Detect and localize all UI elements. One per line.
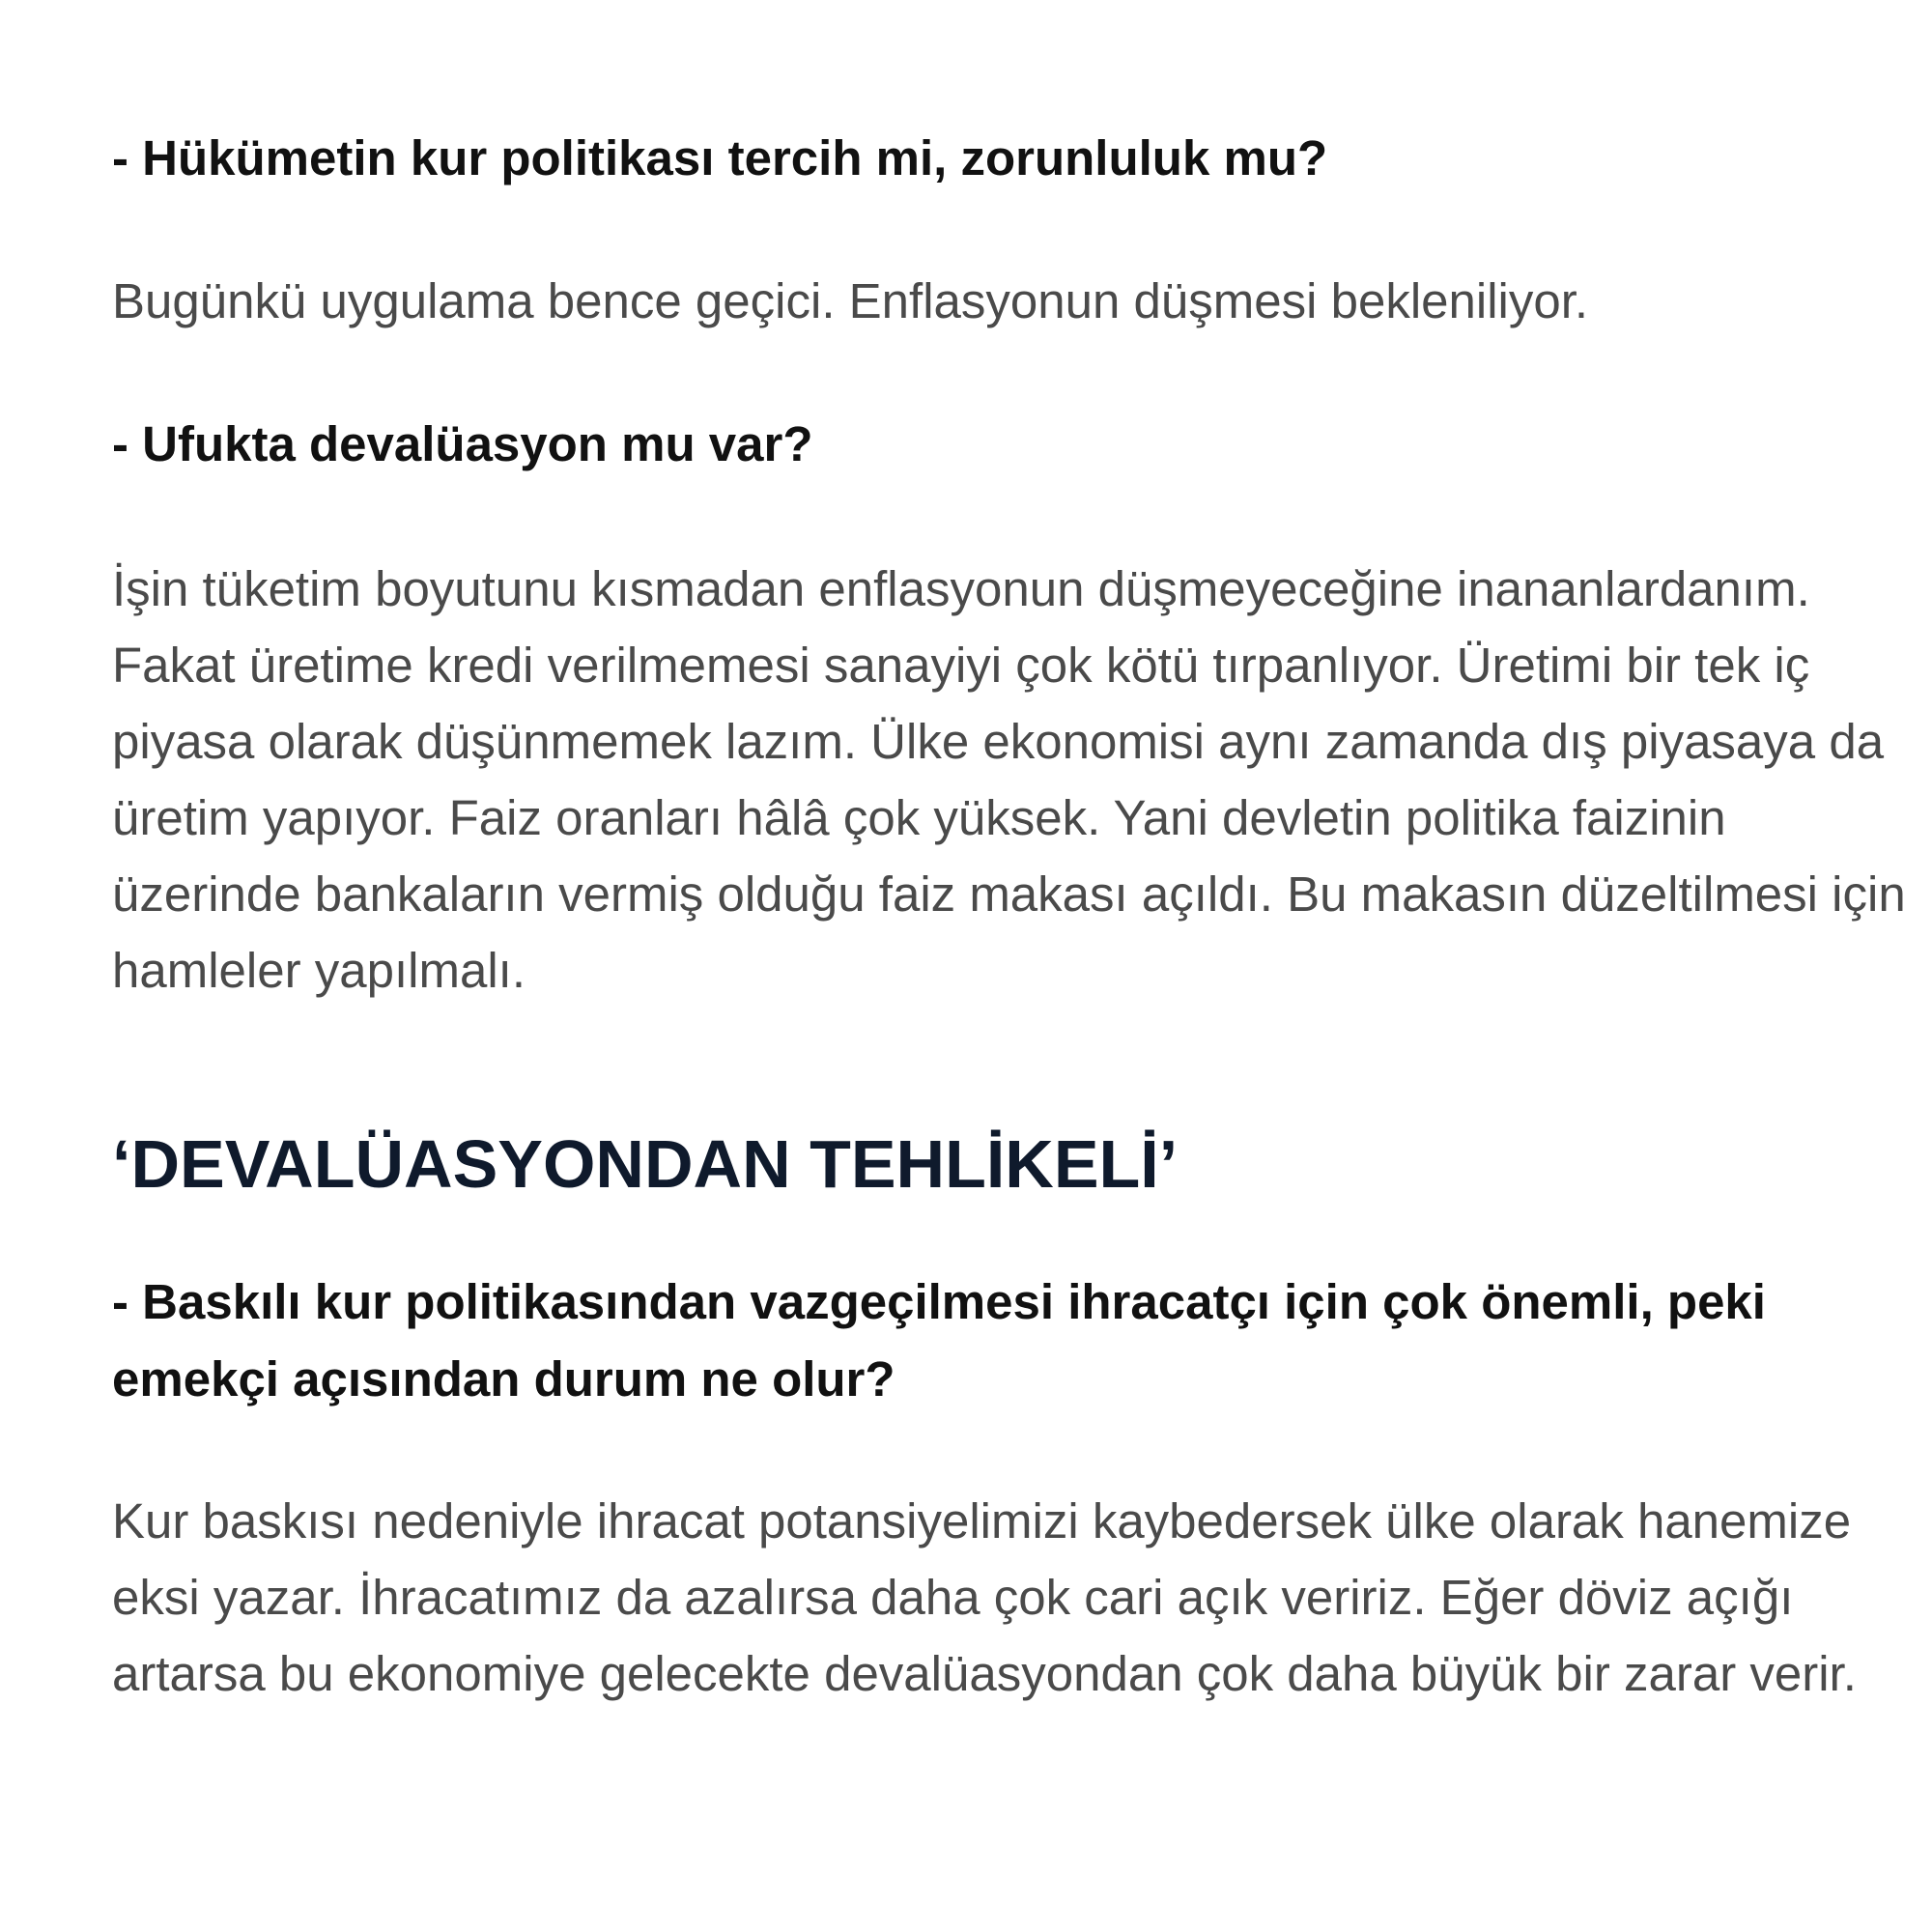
interview-question-3: - Baskılı kur politikasından vazgeçilmesi ihracatçı için çok önemli, peki emekçi açısından durum ne olur? [112, 1274, 1766, 1406]
section-heading: ‘DEVALÜASYONDAN TEHLİKELİ’ [112, 1126, 1179, 1202]
interview-answer-2: İşin tüketim boyutunu kısmadan enflasyonun düşmeyeceğine inananlardanım. Fakat üretime kredi verilmemesi sanayiyi çok kötü tırpanlıyor. Üretimi bir tek iç piyasa olarak düşünmemek lazım. Ülke ekonomisi aynı zamanda dış piyasaya da üretim yapıyor. Faiz oranları hâlâ çok yüksek. Yani devletin politika faizinin üzerinde bankaların vermiş olduğu faiz makası açıldı. Bu makasın düzeltilmesi için hamleler yapılmalı. [112, 561, 1906, 998]
interview-answer-1: Bugünkü uygulama bence geçici. Enflasyonun düşmesi bekleniliyor. [112, 273, 1589, 328]
interview-answer-3: Kur baskısı nedeniyle ihracat potansiyelimizi kaybedersek ülke olarak hanemize eksi yazar. İhracatımız da azalırsa daha çok cari açık veririz. Eğer döviz açığı artarsa bu ekonomiye gelecekte devalüasyondan çok daha büyük bir zarar verir. [112, 1493, 1857, 1701]
interview-question-1: - Hükümetin kur politikası tercih mi, zorunluluk mu? [112, 130, 1328, 185]
interview-question-2: - Ufukta devalüasyon mu var? [112, 416, 813, 471]
